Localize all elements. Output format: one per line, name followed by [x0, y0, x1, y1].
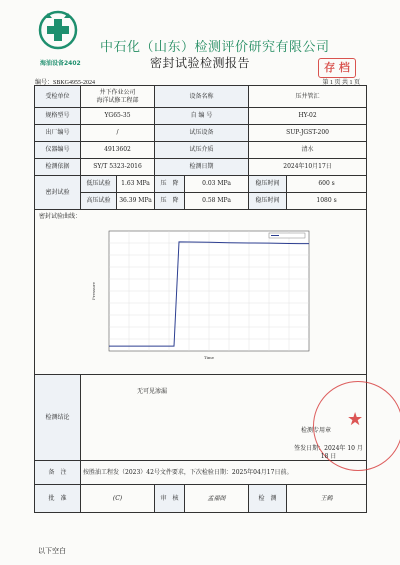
basis-label: 检测依据 — [35, 159, 81, 176]
client-label: 受检单位 — [35, 86, 81, 108]
report-number: 编号：SBKG4955-2024 — [35, 80, 96, 86]
basis-value: SY/T 5323-2016 — [81, 159, 155, 176]
high-test-label: 高压试验 — [81, 193, 117, 210]
x-axis-label: Time — [203, 354, 215, 360]
date-label: 检测日期 — [155, 159, 249, 176]
conclusion-label: 检测结论 — [35, 375, 81, 461]
remark-text: 按胜油工程发（2023）42号文件要求，下次检验日期：2025年04月17日前。 — [81, 461, 367, 485]
inspect-signature: 王鹤 — [287, 485, 367, 513]
company-logo — [38, 10, 78, 52]
device-name-value: 压井管汇 — [249, 86, 367, 108]
instrument-label: 仪器编号 — [35, 142, 81, 159]
report-title: 密封试验检测报告 — [150, 56, 251, 70]
sign-date-label: 签发日期： — [294, 445, 325, 452]
low-test-label: 低压试验 — [81, 176, 117, 193]
seal-star-icon: ★ — [347, 409, 364, 430]
approve-label: 批 准 — [35, 485, 81, 513]
sign-date-value: 2024年 10 月 18 日 — [320, 445, 363, 460]
test-device-label: 试压设备 — [155, 125, 249, 142]
review-label: 审 核 — [155, 485, 185, 513]
medium-label: 试压介质 — [155, 142, 249, 159]
low-drop-value: 0.03 MPa — [185, 176, 249, 193]
low-drop-label: 压 降 — [155, 176, 185, 193]
self-no-label: 自 编 号 — [155, 108, 249, 125]
client-value — [81, 86, 155, 108]
org-name: 中石化（山东）检测评价研究有限公司 — [100, 40, 330, 55]
device-name-label: 设备名称 — [155, 86, 249, 108]
archive-stamp: 存 档 — [318, 58, 356, 78]
y-axis-label: Pressure — [91, 281, 96, 300]
high-hold-label: 稳压时间 — [249, 193, 287, 210]
model-value: YG65-35 — [81, 108, 155, 125]
seal-test-label: 密封试验 — [35, 176, 81, 210]
factory-no-value: / — [81, 125, 155, 142]
sign-date — [291, 445, 366, 460]
date-value: 2024年10月17日 — [249, 159, 367, 176]
report-table — [34, 85, 367, 513]
logo-caption: 海油设备2402 — [40, 60, 81, 67]
factory-no-label: 出厂编号 — [35, 125, 81, 142]
high-test-value: 36.39 MPa — [117, 193, 155, 210]
conclusion-cell — [81, 375, 367, 461]
curve-label: 密封试验曲线： — [39, 213, 82, 220]
client-value-line2: 海洋试修工程部 — [96, 96, 139, 104]
low-test-value: 1.63 MPa — [117, 176, 155, 193]
approve-signature: (C) — [81, 485, 155, 513]
inspect-label: 检 测 — [249, 485, 287, 513]
low-hold-label: 稳压时间 — [249, 176, 287, 193]
seal-test-chart — [39, 221, 361, 369]
curve-cell — [35, 210, 367, 375]
self-no-value: HY-02 — [249, 108, 367, 125]
low-hold-value: 600 s — [287, 176, 367, 193]
remark-label: 备 注 — [35, 461, 81, 485]
high-drop-value: 0.58 MPa — [185, 193, 249, 210]
high-hold-value: 1080 s — [287, 193, 367, 210]
review-signature: 孟福阁 — [185, 485, 249, 513]
high-drop-label: 压 降 — [155, 193, 185, 210]
conclusion-org: 检测专用章 — [301, 427, 332, 434]
client-value-line1: 井下作业公司 — [99, 89, 136, 96]
model-label: 规格型号 — [35, 108, 81, 125]
conclusion-text: 无可见渗漏 — [137, 388, 168, 395]
test-device-value: SUP-JGST-200 — [249, 125, 367, 142]
instrument-value: 4913602 — [81, 142, 155, 159]
footer-note: 以下空白 — [38, 547, 66, 555]
page-number: 第 1 页 共 1 页 — [322, 80, 360, 86]
medium-value: 清水 — [249, 142, 367, 159]
